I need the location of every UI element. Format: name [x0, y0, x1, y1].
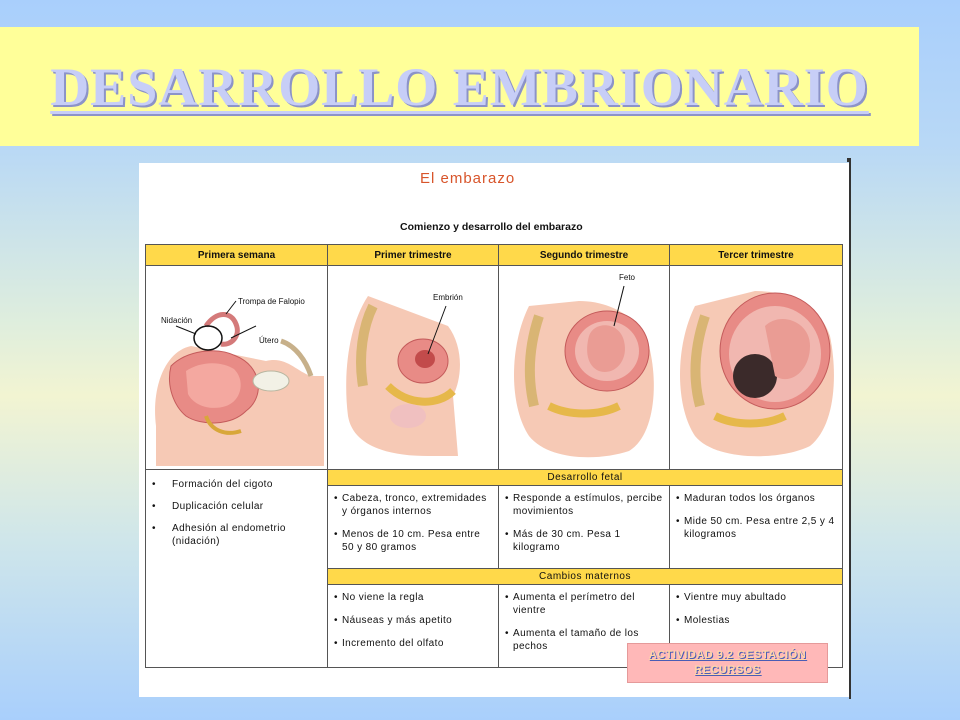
- col-header-trim1: Primer trimestre: [328, 245, 499, 266]
- activity-link[interactable]: ACTIVIDAD 9.2 GESTACIÓN: [648, 649, 807, 661]
- activity-link-button[interactable]: [627, 643, 828, 683]
- uterus-illustration: [146, 266, 326, 466]
- list-item: • Más de 30 cm. Pesa 1 kilogramo: [505, 528, 665, 554]
- trimester1-illustration: [328, 266, 498, 466]
- maternal-trim1: [328, 585, 499, 668]
- list-item: • Incremento del olfato: [334, 637, 494, 650]
- trimester3-illustration-cell: [670, 266, 843, 470]
- list-item: • Duplicación celular: [152, 500, 323, 513]
- first-week-details: [146, 470, 328, 668]
- list-item: • Mide 50 cm. Pesa entre 2,5 y 4 kilogramos: [676, 515, 838, 541]
- list-item: • Maduran todos los órganos: [676, 492, 838, 505]
- label-feto: Feto: [619, 273, 636, 282]
- label-nidacion: Nidación: [161, 316, 193, 325]
- resources-link[interactable]: RECURSOS: [694, 664, 761, 676]
- trimester1-illustration-cell: [328, 266, 499, 470]
- label-trompa: Trompa de Falopio: [238, 297, 305, 306]
- trimester3-illustration: [670, 266, 842, 466]
- table-caption: Comienzo y desarrollo del embarazo: [400, 221, 583, 233]
- list-item: • Adhesión al endometrio (nidación): [152, 522, 323, 548]
- page-title[interactable]: DESARROLLO EMBRIONARIO: [50, 56, 869, 117]
- col-header-week1: Primera semana: [146, 245, 328, 266]
- col-header-trim2: Segundo trimestre: [499, 245, 670, 266]
- list-item: • Aumenta el tamaño de los pechos: [505, 627, 665, 653]
- list-item: • Náuseas y más apetito: [334, 614, 494, 627]
- list-item: • Vientre muy abultado: [676, 591, 838, 604]
- list-item: • Aumenta el perímetro del vientre: [505, 591, 665, 617]
- pregnancy-table: [145, 244, 843, 668]
- fetal-trim2: [499, 486, 670, 569]
- col-header-trim3: Tercer trimestre: [670, 245, 843, 266]
- table-header-row: [146, 245, 843, 266]
- list-item: • Responde a estímulos, percibe movimientos: [505, 492, 665, 518]
- list-item: • Menos de 10 cm. Pesa entre 50 y 80 gramos: [334, 528, 494, 554]
- trimester2-illustration: [499, 266, 669, 466]
- illustration-row: [146, 266, 843, 470]
- maternal-changes-band: Cambios maternos: [328, 569, 843, 585]
- first-week-list: [146, 470, 327, 561]
- fetal-trim1: [328, 486, 499, 569]
- list-item: • Molestias: [676, 614, 838, 627]
- section-heading: El embarazo: [420, 170, 516, 187]
- title-banner: [0, 27, 919, 146]
- label-embrion: Embrión: [433, 293, 463, 302]
- fetal-development-band: Desarrollo fetal: [328, 470, 843, 486]
- panel-corner-mark: [847, 158, 851, 162]
- trimester2-illustration-cell: [499, 266, 670, 470]
- panel-border: [849, 161, 851, 699]
- fetal-trim3: [670, 486, 843, 569]
- list-item: • Cabeza, tronco, extremidades y órganos internos: [334, 492, 494, 518]
- list-item: • No viene la regla: [334, 591, 494, 604]
- fetal-band-row: [146, 470, 843, 486]
- list-item: • Formación del cigoto: [152, 478, 323, 491]
- uterus-illustration-cell: [146, 266, 328, 470]
- label-utero: Útero: [259, 336, 279, 345]
